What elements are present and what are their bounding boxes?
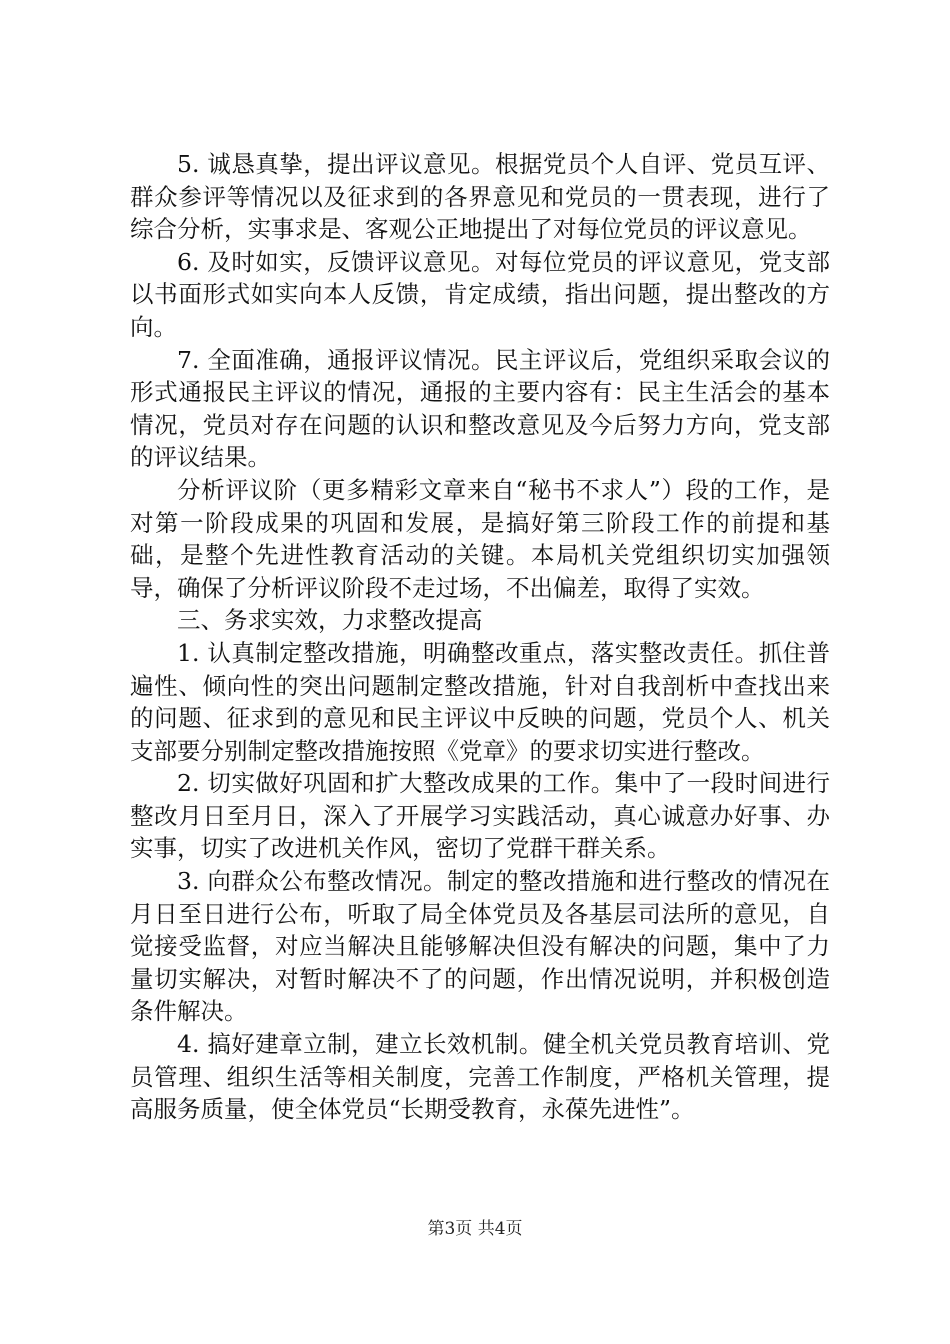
- section-paragraph-4: 4. 搞好建章立制，建立长效机制。健全机关党员教育培训、党员管理、组织生活等相关制度，完善工作制度，严格机关管理，提高服务质量，使全体党员“长期受教育，永葆先进性”。: [130, 1030, 830, 1124]
- paragraph-5: 5. 诚恳真挚，提出评议意见。根据党员个人自评、党员互评、群众参评等情况以及征求到的各界意见和党员的一贯表现，进行了综合分析，实事求是、客观公正地提出了对每位党员的评议意见。: [130, 150, 830, 244]
- section-paragraph-2: 2. 切实做好巩固和扩大整改成果的工作。集中了一段时间进行整改月日至月日，深入了开展学习实践活动，真心诚意办好事、办实事，切实了改进机关作风，密切了党群干群关系。: [130, 769, 830, 863]
- paragraph-summary: 分析评议阶（更多精彩文章来自“秘书不求人”）段的工作，是对第一阶段成果的巩固和发展，是搞好第三阶段工作的前提和基础，是整个先进性教育活动的关键。本局机关党组织切实加强领导，确保了分析评议阶段不走过场，不出偏差，取得了实效。: [130, 475, 830, 602]
- section-heading: 三、务求实效，力求整改提高: [177, 606, 483, 635]
- section-paragraph-1: 1. 认真制定整改措施，明确整改重点，落实整改责任。抓住普遍性、倾向性的突出问题制定整改措施，针对自我剖析中查找出来的问题、征求到的意见和民主评议中反映的问题，党员个人、机关支部要分别制定整改措施按照《党章》的要求切实进行整改。: [130, 638, 830, 765]
- document-body: [130, 148, 830, 1126]
- paragraph-6: 6. 及时如实，反馈评议意见。对每位党员的评议意见，党支部以书面形式如实向本人反馈，肯定成绩，指出问题，提出整改的方向。: [130, 247, 830, 341]
- paragraph-7: 7. 全面准确，通报评议情况。民主评议后，党组织采取会议的形式通报民主评议的情况，通报的主要内容有：民主生活会的基本情况，党员对存在问题的认识和整改意见及今后努力方向，党支部的评议结果。: [130, 345, 830, 472]
- page-number-footer: 第3页 共4页: [427, 1219, 523, 1239]
- section-paragraph-3: 3. 向群众公布整改情况。制定的整改措施和进行整改的情况在月日至日进行公布，听取了局全体党员及各基层司法所的意见，自觉接受监督，对应当解决且能够解决但没有解决的问题，集中了力量切实解决，对暂时解决不了的问题，作出情况说明，并积极创造条件解决。: [130, 867, 830, 1026]
